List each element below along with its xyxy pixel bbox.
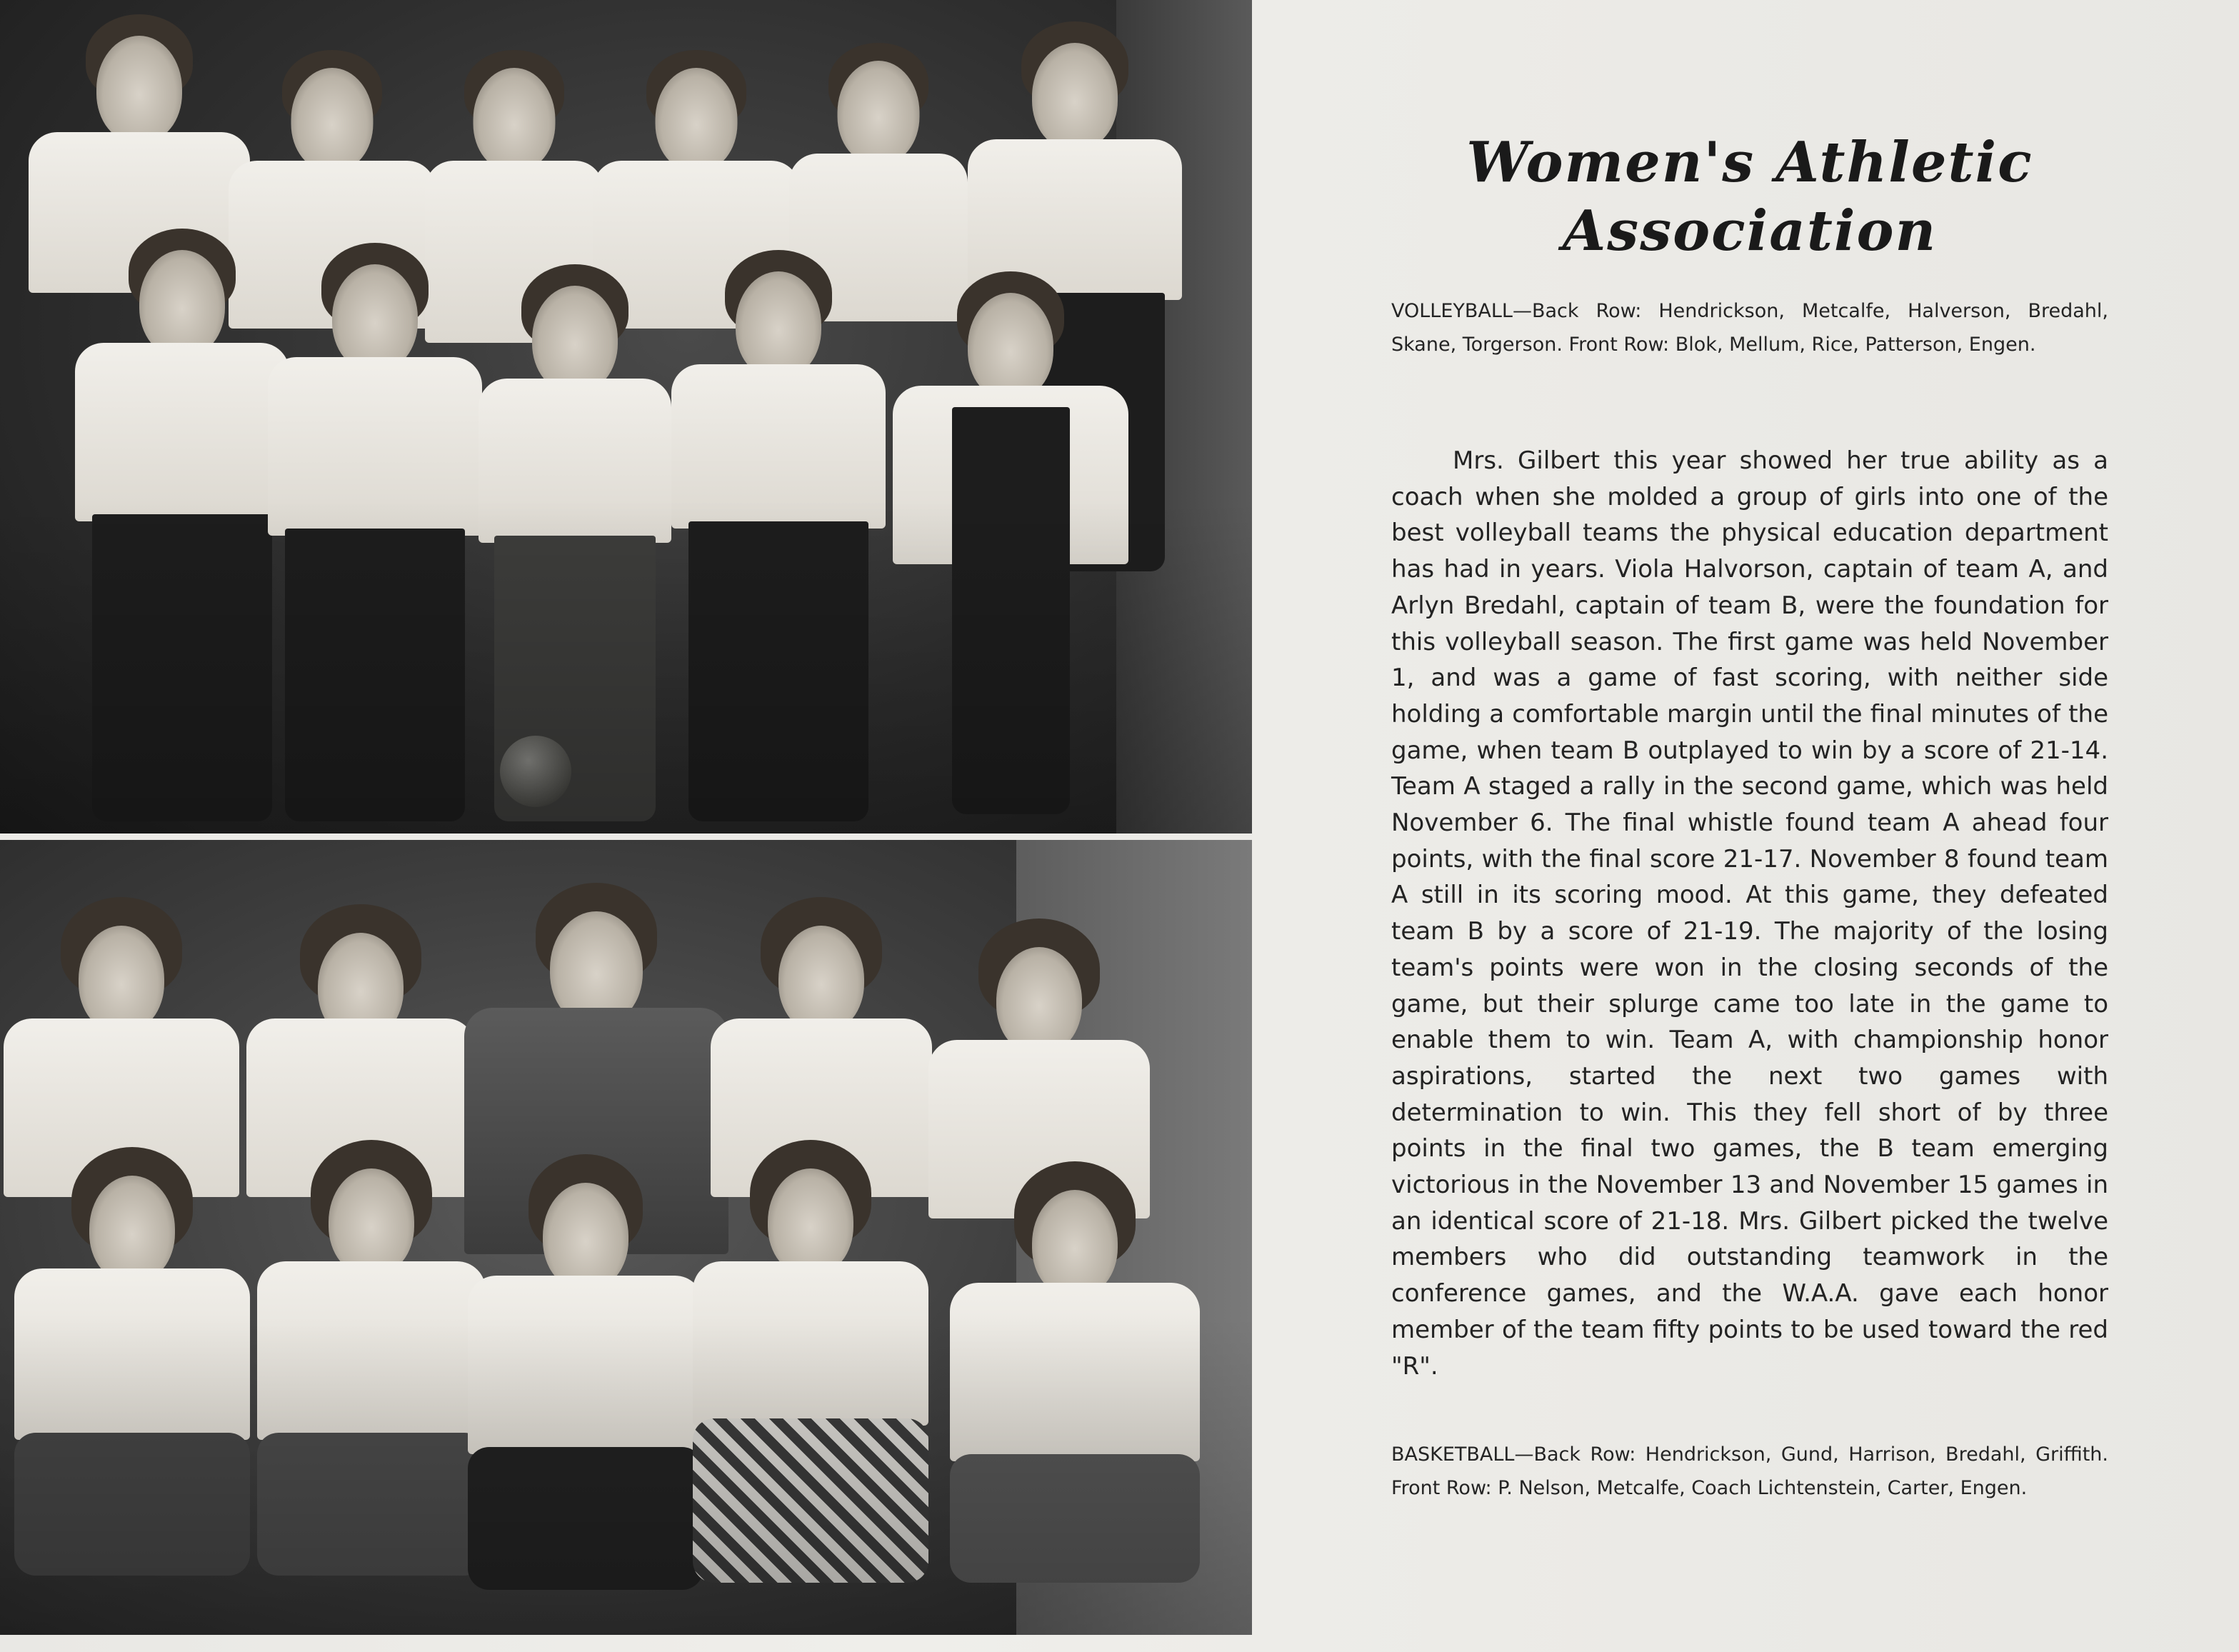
article-body: Mrs. Gilbert this year showed her true ability as a coach when she molded a group of girls into one of the best volleyball teams the physical education department has had in years. Viola Halvorson, captain of team A, and Arlyn Bredahl, captain of team B, were the foundation for this volleyball season. The first game was held November 1, and was a game of fast scoring, with neither side holding a comfortable margin until the final minutes of the game, when team B outplayed to win by a score of 21-14. Team A staged a rally in the second game, which was held November 6. The final whistle found team A ahead four points, with the final score 21-17. November 8 found team A still in its scoring mood. At this game, they defeated team B by a score of 21-19. The majority of the losing team's points were won in the closing seconds of the game, but their splurge came too late in the game to enable them to win. Team A, with championship honor aspirations, started the next two games with determination to win. This they fell short of by three points in the final two games, the B team emerging victorious in the November 13 and November 15 games in an identical score of 21-18. Mrs. Gilbert picked the twelve members who did outstanding teamwork in the conference games, and the W.A.A. gave each honor member of the team fifty points to be used toward the red "R".: [1391, 446, 2108, 1381]
team-member-figure: [257, 1140, 486, 1604]
basketball-caption: BASKETBALL—Back Row: Hendrickson, Gund, Harrison, Bredahl, Griffith. Front Row: P. Nelson, Metcalfe, Coach Lichtenstein, Carter, Engen.: [1391, 1443, 2108, 1499]
team-member-figure: [671, 243, 886, 821]
team-member-figure: [893, 264, 1128, 821]
volleyball-team-photo: [0, 0, 1252, 833]
basketball-team-photo: [0, 840, 1252, 1635]
team-member-figure: [968, 14, 1182, 571]
team-member-figure: [29, 7, 250, 293]
photo-divider: [0, 833, 1252, 840]
volleyball: [500, 736, 571, 807]
team-member-figure: [14, 1147, 250, 1604]
photo-backdrop: [1116, 0, 1252, 833]
coach-figure: [464, 883, 728, 1254]
article-heading: [1391, 129, 2108, 266]
team-member-figure: [789, 36, 968, 321]
team-member-figure: [593, 43, 800, 329]
title-line-2: Association: [1562, 199, 1938, 264]
team-member-figure: [4, 897, 239, 1197]
page-title: [1391, 129, 2108, 266]
team-member-figure: [268, 236, 482, 821]
volleyball-caption: VOLLEYBALL—Back Row: Hendrickson, Metcalfe, Halverson, Bredahl, Skane, Torgerson. Front Row: Blok, Mellum, Rice, Patterson, Engen.: [1391, 300, 2108, 356]
team-member-figure: [229, 43, 436, 329]
team-member-figure: [693, 1140, 928, 1611]
team-member-figure: [479, 257, 671, 821]
team-member-figure: [928, 918, 1150, 1218]
team-member-figure: [75, 221, 289, 821]
team-member-figure: [425, 43, 603, 343]
team-member-figure: [246, 904, 475, 1197]
title-line-1: Women's Athletic: [1466, 130, 2033, 195]
team-member-figure: [711, 897, 932, 1197]
team-member-figure: [950, 1161, 1200, 1604]
photo-backdrop: [1016, 840, 1252, 1635]
team-member-figure: [468, 1154, 703, 1611]
